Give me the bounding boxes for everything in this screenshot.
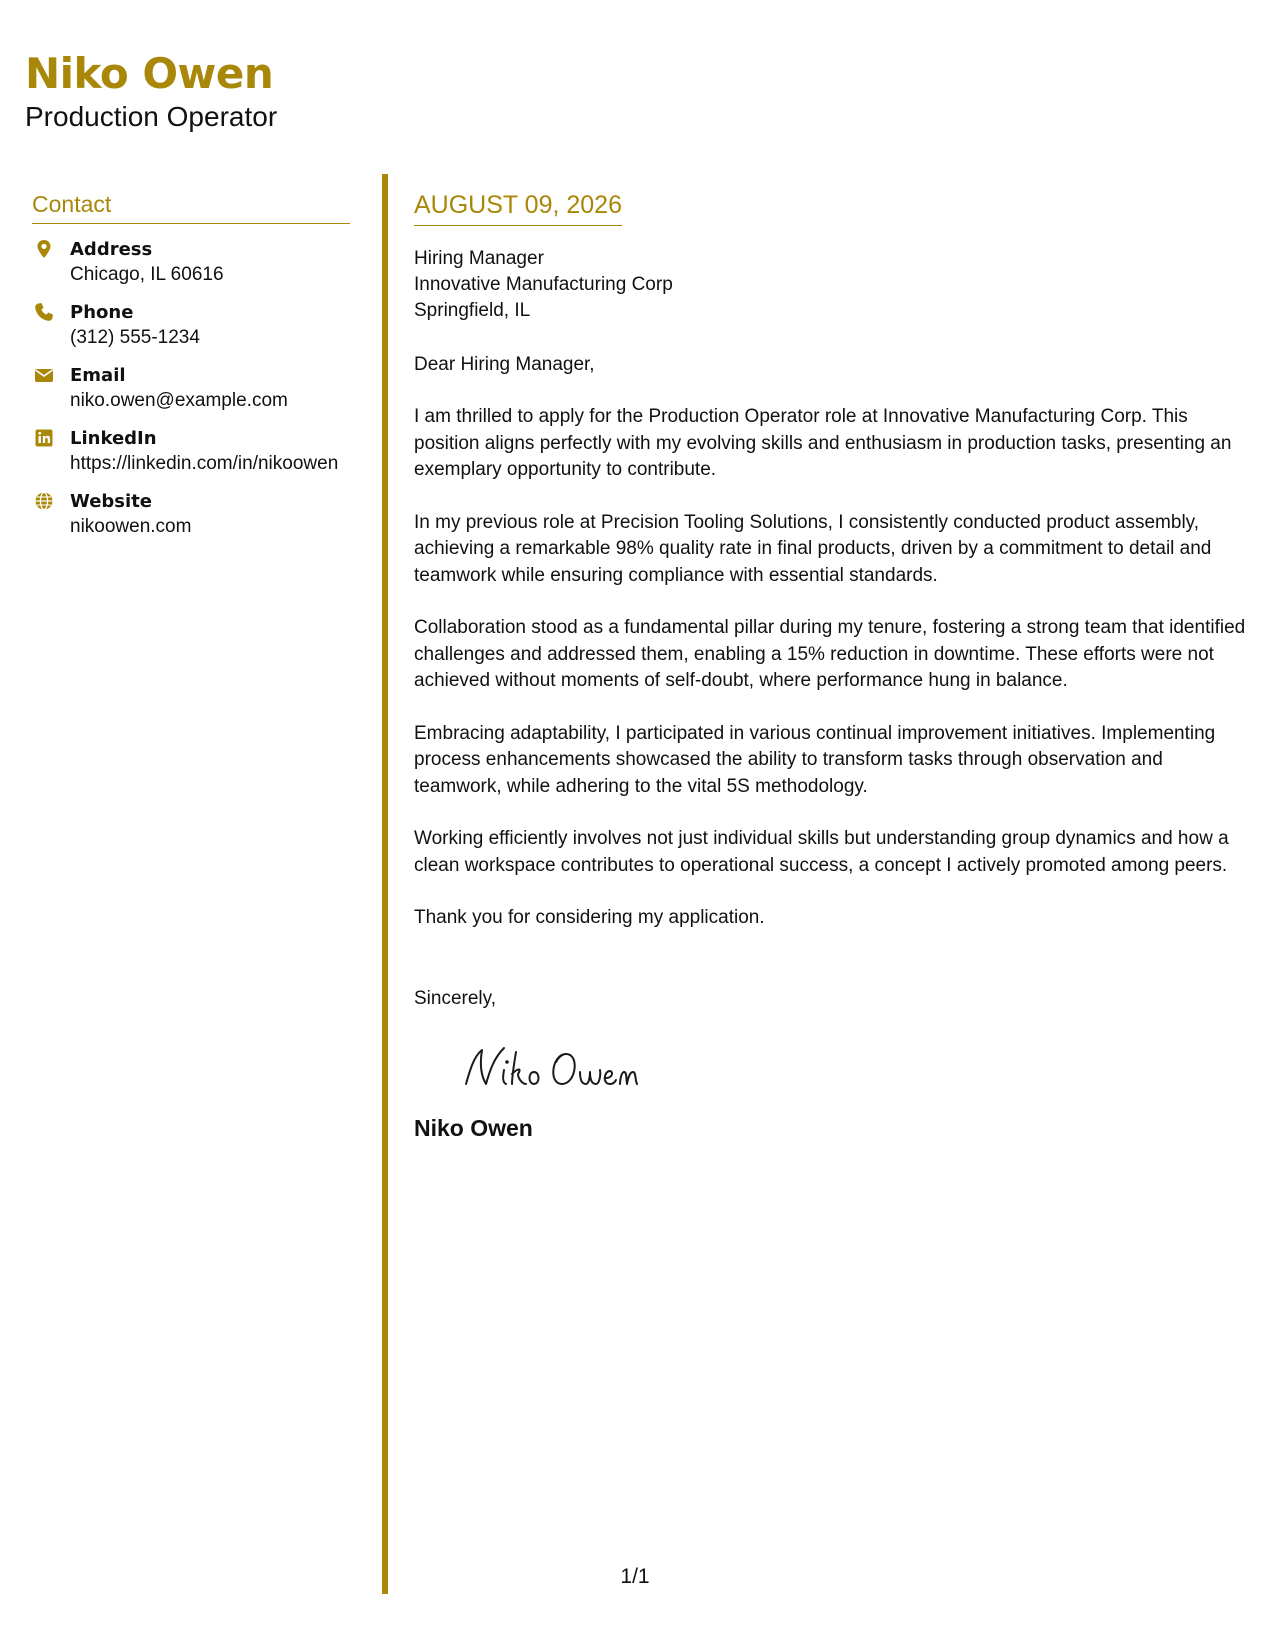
- resume-header: [25, 48, 277, 134]
- contact-label: Website: [70, 491, 153, 512]
- letter-date: AUGUST 09, 2026: [414, 190, 622, 226]
- job-title: Production Operator: [25, 101, 278, 132]
- applicant-name: Niko Owen: [25, 49, 274, 98]
- letter-paragraph: In my previous role at Precision Tooling Solutions, I consistently conducted product assembly, achieving a remarkable 98% quality rate in final products, driven by a commitment to detail and teamwork while ensuring compliance with essential standards.: [414, 511, 1212, 586]
- recipient-line: Springfield, IL: [414, 300, 531, 321]
- column-divider: [382, 174, 388, 1594]
- contact-label: Phone: [70, 302, 134, 323]
- salutation: Dear Hiring Manager,: [414, 354, 595, 375]
- letter-body: [414, 190, 1254, 1142]
- contact-value[interactable]: nikoowen.com: [70, 516, 192, 537]
- contact-value: niko.owen@example.com: [70, 390, 288, 411]
- map-pin-icon: [34, 239, 54, 259]
- contact-label: Address: [70, 239, 153, 260]
- letter-paragraph: Thank you for considering my application.: [414, 907, 765, 928]
- contact-sidebar: [32, 190, 350, 553]
- recipient-line: Innovative Manufacturing Corp: [414, 274, 673, 295]
- contact-label: LinkedIn: [70, 428, 157, 449]
- page-number: 1/1: [620, 1565, 650, 1588]
- contact-list: [32, 238, 350, 553]
- contact-label: Email: [70, 365, 126, 386]
- contact-value: Chicago, IL 60616: [70, 264, 224, 285]
- contact-item-email: [32, 364, 350, 427]
- letter-paragraph: Collaboration stood as a fundamental pillar during my tenure, fostering a strong team that identified challenges and addressed them, enabling a 15% reduction in downtime. These efforts were not achieved without moments of self-doubt, where performance hung in balance.: [414, 617, 1246, 691]
- linkedin-icon: [34, 428, 54, 448]
- envelope-icon: [34, 365, 54, 385]
- recipient-line: Hiring Manager: [414, 248, 544, 269]
- phone-icon: [34, 302, 54, 322]
- closing: Sincerely,: [414, 987, 497, 1009]
- contact-value: (312) 555-1234: [70, 327, 200, 348]
- letter-paragraph: Working efficiently involves not just individual skills but understanding group dynamics and how a clean workspace contributes to operational success, a concept I actively promoted among peers.: [414, 828, 1229, 876]
- contact-item-phone: [32, 301, 350, 364]
- contact-item-address: [32, 238, 350, 301]
- contact-item-website: [32, 490, 350, 553]
- contact-item-linkedin: [32, 427, 350, 490]
- contact-heading: Contact: [32, 190, 350, 224]
- signer-name: Niko Owen: [414, 1114, 533, 1141]
- letter-paragraph: I am thrilled to apply for the Production Operator role at Innovative Manufacturing Corp. This position aligns perfectly with my evolving skills and enthusiasm in production tasks, presenting an exemplary opportunity to contribute.: [414, 406, 1232, 480]
- globe-icon: [34, 491, 54, 511]
- contact-value[interactable]: https://linkedin.com/in/nikoowen: [70, 453, 339, 474]
- recipient-block: [414, 246, 1254, 324]
- handwritten-signature: [460, 1040, 1254, 1096]
- letter-paragraph: Embracing adaptability, I participated in various continual improvement initiatives. Implementing process enhancements showcased the ability to transform tasks through observation and teamwork, while adhering to the vital 5S methodology.: [414, 722, 1216, 797]
